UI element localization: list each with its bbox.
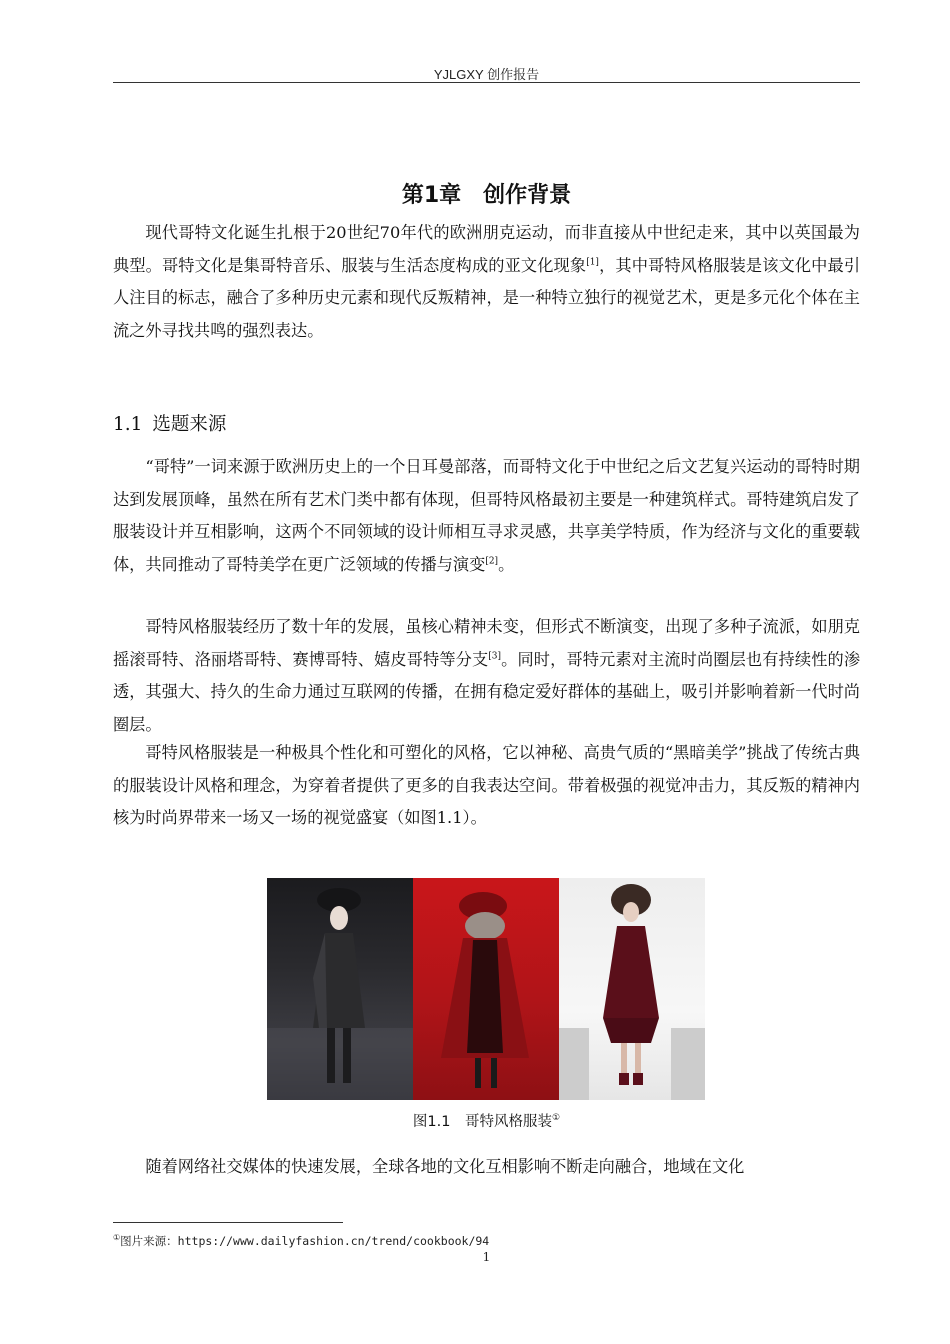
citation-1[interactable]: [1]: [586, 257, 599, 268]
paragraph-evolution: [113, 611, 860, 741]
header-rule: [113, 82, 860, 83]
citation-2[interactable]: [2]: [485, 556, 499, 567]
photo-burgundy-dress-model: [559, 878, 705, 1100]
footnote-rule: [113, 1222, 343, 1223]
paragraph-evolution-text: 哥特风格服装经历了数十年的发展，虽核心精神未变，但形式不断演变，出现了多种子流派，如朋克摇滚哥特、洛丽塔哥特、赛博哥特、嬉皮哥特等分支: [113, 617, 860, 669]
model-silhouette-icon: [559, 878, 705, 1100]
paragraph-origin-text: “哥特”一词来源于欧洲历史上的一个日耳曼部落，而哥特文化于中世纪之后文艺复兴运动的哥特时期达到发展顶峰，虽然在所有艺术门类中都有体现，但哥特风格最初主要是一种建筑样式。哥特建筑启发了服装设计并互相影响，这两个不同领域的设计师相互寻求灵感，共享美学特质，作为经济与文化的重要载体，共同推动了哥特美学在更广泛领域的传播与演变: [113, 457, 860, 574]
intro-paragraph: [113, 217, 860, 347]
paragraph-evolution-end: 。同时，哥特元素对主流时尚圈层也有持续性的渗透，其强大、持久的生命力通过互联网的传播，在拥有稳定爱好群体的基础上，吸引并影响着新一代时尚圈层。: [113, 649, 861, 734]
paragraph-origin: [113, 451, 860, 581]
figure-caption: [113, 1110, 860, 1131]
footnote-mark: ①: [113, 1233, 121, 1243]
chapter-title: 第1章 创作背景: [401, 183, 572, 208]
page-number: 1: [482, 1250, 491, 1264]
model-silhouette-icon: [267, 878, 413, 1100]
running-header: YJLGXY 创作报告: [433, 67, 540, 82]
section-title: 选题来源: [152, 414, 227, 435]
paragraph-social-media: 随着网络社交媒体的快速发展，全球各地的文化互相影响不断走向融合，地域在文化: [145, 1157, 745, 1176]
footnote-marker[interactable]: ①: [551, 1113, 561, 1124]
intro-text-1: 现代哥特文化诞生扎根于20世纪70年代的欧洲朋克运动，而非直接从中世纪走来，其中以英国最为典型。哥特文化是集哥特音乐、服装与生活态度构成的亚文化现象: [113, 223, 860, 275]
citation-3[interactable]: [3]: [488, 651, 502, 662]
photo-red-coat-model: [413, 878, 559, 1100]
section-number: 1.1: [113, 414, 143, 435]
gothic-fashion-figure: [267, 878, 705, 1100]
section-heading: [113, 410, 226, 436]
photo-dark-coat-model: [267, 878, 413, 1100]
paragraph-origin-end: 。: [498, 554, 515, 574]
footnote: [113, 1233, 489, 1249]
figure-caption-text: 图1.1 哥特风格服装: [412, 1114, 552, 1130]
paragraph-aesthetics: 哥特风格服装是一种极具个性化和可塑化的风格，它以神秘、高贵气质的“黑暗美学”挑战了传统古典的服装设计风格和理念，为穿着者提供了更多的自我表达空间。带着极强的视觉冲击力，其反叛的精神内核为时尚界带来一场又一场的视觉盛宴（如图1.1）。: [113, 743, 860, 827]
footnote-text[interactable]: 图片来源：https://www.dailyfashion.cn/trend/cookbook/94: [120, 1234, 490, 1248]
intro-text-2: ，其中哥特风格服装是该文化中最引人注目的标志，融合了多种历史元素和现代反叛精神，是一种特立独行的视觉艺术，更是多元化个体在主流之外寻找共鸣的强烈表达。: [113, 255, 861, 340]
model-silhouette-icon: [413, 878, 559, 1100]
